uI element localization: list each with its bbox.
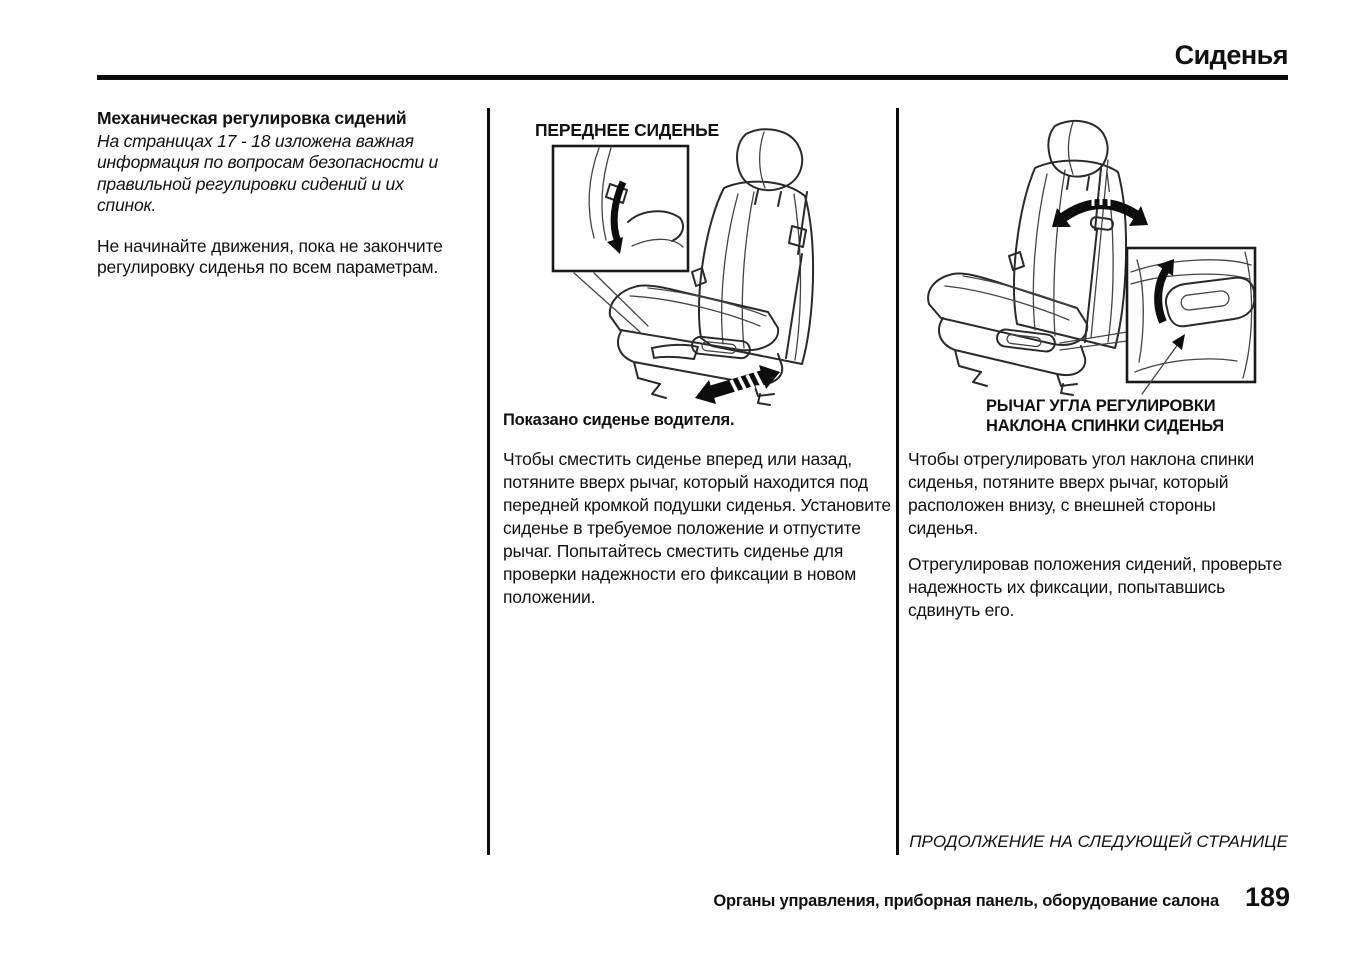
- right-column-text: [908, 448, 1288, 622]
- figure-caption-driver-seat: Показано сиденье водителя.: [503, 411, 735, 429]
- fore-aft-arrow-icon: [695, 365, 780, 404]
- seat-recline-drawing: [905, 110, 1290, 400]
- footer-section-title: Органы управления, приборная панель, оборудование салона: [713, 892, 1219, 910]
- figure-title-front-seat: ПЕРЕДНЕЕ СИДЕНЬЕ: [535, 120, 719, 140]
- caption-line-1: РЫЧАГ УГЛА РЕГУЛИРОВКИ: [986, 397, 1216, 415]
- column-divider-left: [487, 108, 490, 855]
- inset-detail-box: [553, 146, 688, 271]
- section-heading: Механическая регулировка сидений: [97, 108, 407, 128]
- page-number: 189: [1244, 882, 1290, 912]
- header-rule: [97, 75, 1288, 80]
- continuation-note: ПРОДОЛЖЕНИЕ НА СЛЕДУЮЩЕЙ СТРАНИЦЕ: [909, 832, 1288, 851]
- left-column: [97, 108, 463, 279]
- note-paragraph: Не начинайте движения, пока не закончите регулировку сиденья по всем параметрам.: [97, 235, 443, 277]
- figure-caption-recline-lever: [986, 396, 1224, 436]
- check-lock-paragraph: Отрегулировав положения сидений, проверьте надежность их фиксации, попытавшись сдвинуть его.: [908, 554, 1283, 620]
- page-footer: [713, 882, 1290, 913]
- caption-line-2: НАКЛОНА СПИНКИ СИДЕНЬЯ: [986, 417, 1224, 435]
- slide-adjust-paragraph: Чтобы сместить сиденье вперед или назад, потяните вверх рычаг, который находится под передней кромкой подушки сиденья. Установите сиденье в требуемое положение и отпустите рычаг. Попытайтесь сместить сиденье для проверки надежности его фиксации в новом положении.: [503, 449, 891, 607]
- inset-detail-box: [1127, 248, 1255, 394]
- page-title: Сиденья: [1174, 40, 1288, 70]
- intro-paragraph: На страницах 17 - 18 изложена важная информация по вопросам безопасности и правильной регулировки сидений и их спинок.: [97, 130, 439, 215]
- front-seat-drawing: [502, 126, 887, 406]
- recline-arc-arrow-icon: [1052, 191, 1148, 227]
- recline-adjust-paragraph: Чтобы отрегулировать угол наклона спинки сиденья, потяните вверх рычаг, который расположен внизу, с внешней стороны сиденья.: [908, 449, 1255, 538]
